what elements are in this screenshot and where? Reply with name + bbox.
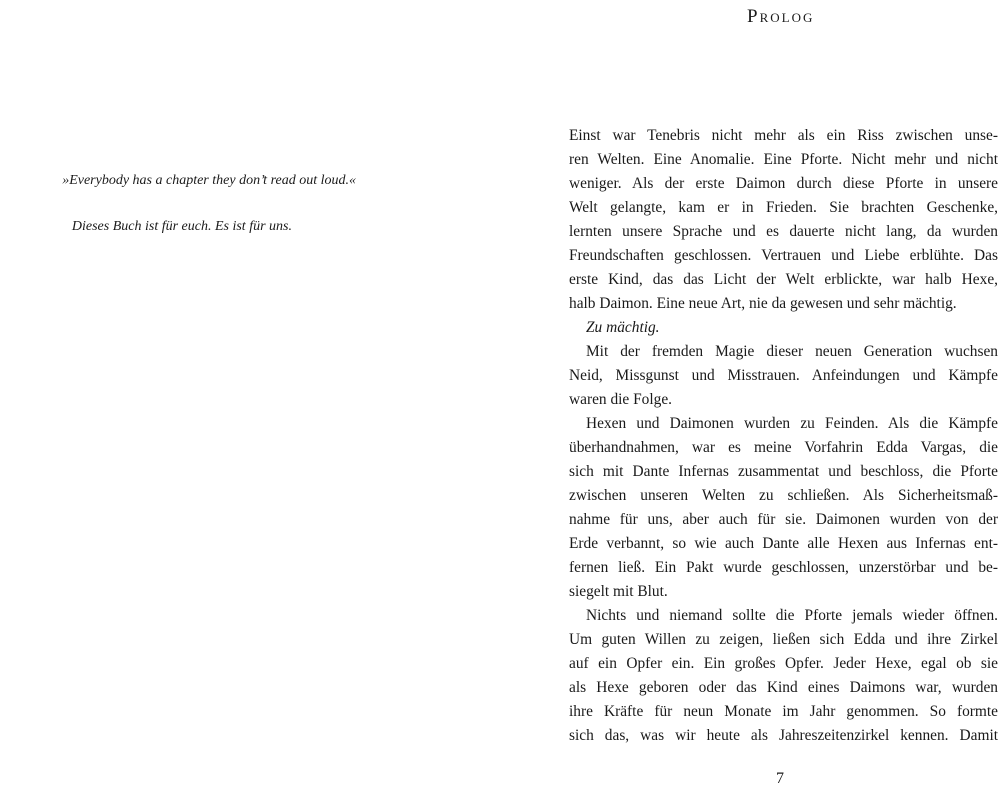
text-line: als Hexe geboren oder das Kind eines Daimons war, wurden xyxy=(569,679,998,696)
text-line: auf ein Opfer ein. Ein großes Opfer. Jeder Hexe, egal ob sie xyxy=(569,655,998,672)
text-line: ren Welten. Eine Anomalie. Eine Pforte. Nicht mehr und nicht xyxy=(569,151,998,168)
text-line: Erde verbannt, so wie auch Dante alle Hexen aus Infernas ent- xyxy=(569,535,998,552)
text-line: Hexen und Daimonen wurden zu Feinden. Als die Kämpfe xyxy=(586,415,998,432)
text-line: sich das, was wir heute als Jahreszeitenzirkel kennen. Damit xyxy=(569,727,998,744)
text-line: erste Kind, das das Licht der Welt erblickte, war halb Hexe, xyxy=(569,271,998,288)
text-line: ihre Kräfte für neun Monate im Jahr genommen. So formte xyxy=(569,703,998,720)
text-line-italic: Zu mächtig. xyxy=(586,319,660,336)
text-line: Neid, Missgunst und Misstrauen. Anfeindungen und Kämpfe xyxy=(569,367,998,384)
text-line: halb Daimon. Eine neue Art, nie da gewesen und sehr mächtig. xyxy=(569,295,957,312)
text-line: Einst war Tenebris nicht mehr als ein Riss zwischen unse- xyxy=(569,127,998,144)
text-line: sich mit Dante Infernas zusammentat und beschloss, die Pforte xyxy=(569,463,998,480)
text-line: Freundschaften geschlossen. Vertrauen und Liebe erblühte. Das xyxy=(569,247,998,264)
text-line: siegelt mit Blut. xyxy=(569,583,668,600)
chapter-title: Prolog xyxy=(747,6,815,27)
text-line: überhandnahmen, war es meine Vorfahrin Edda Vargas, die xyxy=(569,439,998,456)
prolog-body-text xyxy=(569,124,998,748)
text-line: Um guten Willen zu zeigen, ließen sich Edda und ihre Zirkel xyxy=(569,631,998,648)
text-line: Nichts und niemand sollte die Pforte jemals wieder öffnen. xyxy=(586,607,998,624)
text-line: weniger. Als der erste Daimon durch diese Pforte in unsere xyxy=(569,175,998,192)
dedication: Dieses Buch ist für euch. Es ist für uns. xyxy=(71,219,292,234)
left-page-epigraph xyxy=(0,173,356,235)
text-line: Mit der fremden Magie dieser neuen Generation wuchsen xyxy=(586,343,998,360)
text-line: zwischen unseren Welten zu schließen. Als Sicherheitsmaß- xyxy=(569,487,998,504)
text-line: waren die Folge. xyxy=(569,391,673,408)
page-number: 7 xyxy=(776,770,784,787)
text-line: lernten unsere Sprache und es dauerte nicht lang, da wurden xyxy=(569,223,998,240)
text-line: fernen ließ. Ein Pakt wurde geschlossen, unzerstörbar und be- xyxy=(569,559,998,576)
epigraph-quote: »Everybody has a chapter they don’t read out loud.« xyxy=(62,173,356,188)
text-line: nahme für uns, aber auch für sie. Daimonen wurden von der xyxy=(569,511,998,528)
text-line: Welt gelangte, kam er in Frieden. Sie brachten Geschenke, xyxy=(569,199,998,216)
